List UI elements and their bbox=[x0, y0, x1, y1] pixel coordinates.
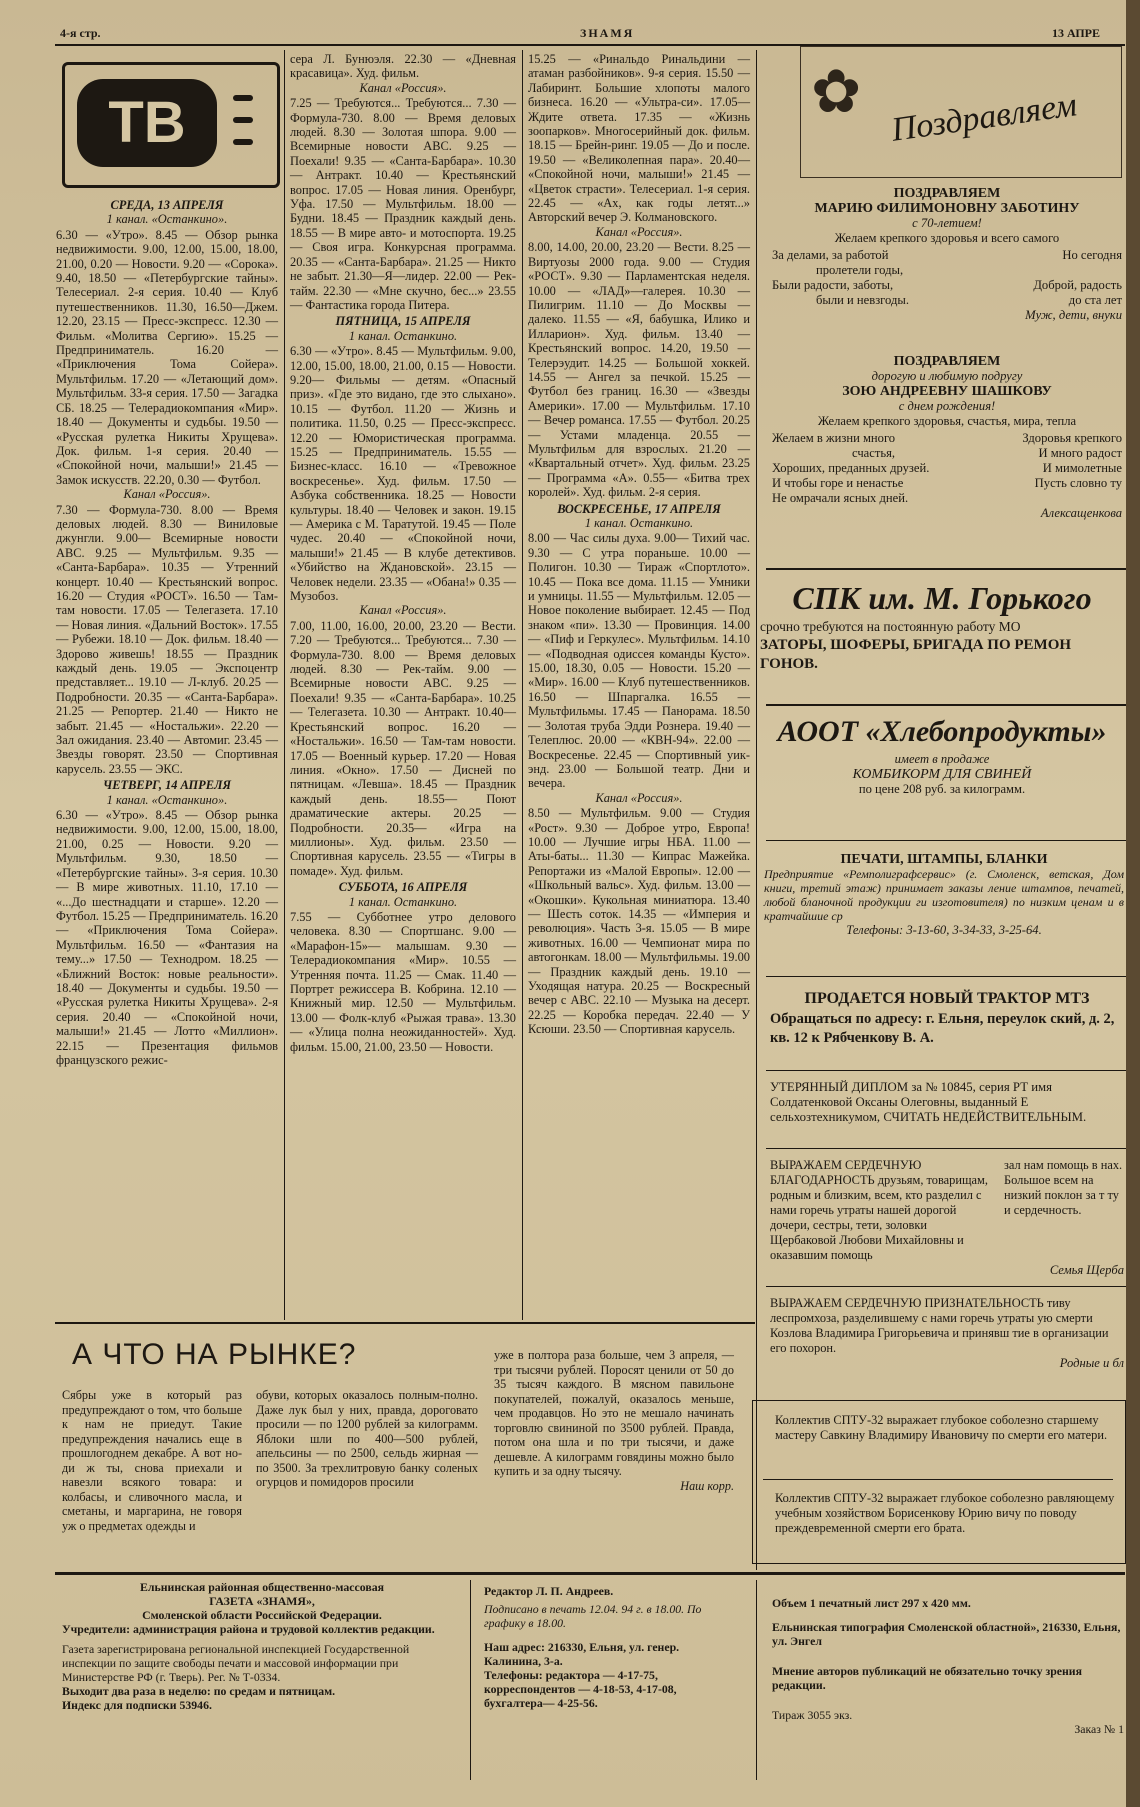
thanks1-right: зал нам помощь в нах. Большое всем на низкий поклон за т ту и сердечность. bbox=[1004, 1158, 1123, 1217]
greeting-block-2 bbox=[772, 354, 1122, 521]
verse-line: Не омрачали ясных дней. bbox=[772, 491, 909, 505]
tv-channel-heading: Канал «Россия». bbox=[595, 224, 683, 239]
market-column-1 bbox=[62, 1388, 242, 1533]
verse-line: до ста лет bbox=[1068, 293, 1122, 307]
verse-line bbox=[1012, 263, 1122, 278]
tv-program-listing: 7.25 — Требуются... Требуются... 7.30 — Формула-730. 8.00 — Время деловых людей. 8.30 — Золотая шпора. 9.00 — Всемирные новости ABC. 9.25 — Поехали! 9.35 — «Санта-Барбара». 10.30 — Антракт. 10.40 — Крестьянский вопрос. 17.05 — Новая линия. Оренбург, Уфа. 17.50 — Мультфильм. 18.00 — Будни. 18.45 — Праздник каждый день. 18.55 — В мире авто- и мотоспорта. 19.25 — Своя игра. Конкурсная программа. 20.35 — «Санта-Барбара». 21.25 — Никто не забыт. 21.30—Я—лидер. 22.00 — Рек-тайм. 22.30 — «Мне скучно, бес...» 23.55 — Фантастика города Питера. bbox=[290, 96, 516, 312]
tv-day-heading: ВОСКРЕСЕНЬЕ, 17 АПРЕЛЯ bbox=[557, 501, 721, 516]
column-rule bbox=[756, 1580, 757, 1780]
footer-line: Ельнинская районная общественно-массовая bbox=[140, 1580, 384, 1594]
verse-line: Желаем в жизни много bbox=[772, 431, 896, 445]
greeting-block-1 bbox=[772, 186, 1122, 323]
paper-name: ЗНАМЯ bbox=[580, 26, 635, 40]
page-spine-shadow bbox=[1126, 0, 1140, 1807]
stamps-phones: Телефоны: 3-13-60, 3-34-33, 3-25-64. bbox=[846, 923, 1042, 937]
footer-publisher bbox=[62, 1580, 462, 1712]
section-rule bbox=[55, 1322, 755, 1324]
tv-knob-icon bbox=[233, 95, 253, 101]
verse-line: Но сегодня bbox=[1062, 248, 1122, 262]
column-rule bbox=[522, 50, 523, 1320]
verse-line: Пусть словно ту bbox=[1034, 476, 1122, 490]
lost-text: УТЕРЯННЫЙ ДИПЛОМ за № 10845, серия РТ имя Солдатенковой Оксаны Олеговны, выданный Е сельхозтехникумом, СЧИТАТЬ НЕДЕЙСТВИТЕЛЬНЫМ. bbox=[770, 1080, 1087, 1124]
tv-channel-heading: 1 канал. Останкино. bbox=[348, 328, 458, 343]
tv-day-heading: ПЯТНИЦА, 15 АПРЕЛЯ bbox=[335, 314, 471, 329]
section-rule bbox=[766, 1070, 1126, 1071]
tv-channel-heading: 1 канал. Останкино. bbox=[348, 894, 458, 909]
greeting-banner-text: Поздравляем bbox=[889, 86, 1080, 149]
greeting-name: ЗОЮ АНДРЕЕВНУ ШАШКОВУ bbox=[842, 384, 1052, 399]
tv-program-listing: 8.00, 14.00, 20.00, 23.20 — Вести. 8.25 — Виртуозы 2000 года. 9.00 — Студия «РОСТ». 9.30 — Парламентская неделя. 10.00 — «ЛАД»—галерея. 10.30 — Пилигрим. 11.10 — До Москвы — далеко. 11.55 — «Я, бабушка, Илико и Илларион». Худ. фильм. 13.40 — Крестьянский вопрос. 14.20, 19.50 — Телерэудит. 14.25 — Большой хоккей. 14.55 — Ангел за печкой. 15.25 — Футбол без границ. 16.30 — «Звезды Америки». 17.00 — Мультфильм. 17.10 — Вечер романса. 17.55 — Футбол. 20.25 — Устами младенца. 20.55 — Мультфильм для взрослых. 21.20 — «Квартальный отчет». Худ. фильм. 23.25 — Программа «А». 0.55— «Битва трех королей». Худ. фильм. 2-я серия. bbox=[528, 240, 750, 500]
tv-program-listing: 7.00, 11.00, 16.00, 20.00, 23.20 — Вести. 7.20 — Требуются... Требуются... 7.30 — Формула-730. 8.00 — Время деловых людей. 8.30 — Рек-тайм. 9.00 — Всемирные новости ABC. 9.25 — Поехали! 9.35 — «Санта-Барбара». 10.25 — Телегазета. 10.30 — Антракт. 10.40— Крестьянский вопрос. 16.20 — «Ностальжи». 16.50 — Там-там новости. 17.05 — Военный курьер. 17.20 — Новая линия. «Окно». 17.50 — Дисней по пятницам. «Левша». 18.45 — Праздник каждый день. 18.55— Поют драматические актеры. 20.25 — Подробности. 20.35— «Игра на миллионы». Худ. фильм. 23.50 — Спортивная карусель. 23.55 — «Тигры в помаде». Худ. фильм. bbox=[290, 618, 516, 878]
thanks-notice-1 bbox=[770, 1158, 1124, 1278]
section-rule bbox=[766, 976, 1126, 977]
lost-diploma-notice bbox=[770, 1080, 1124, 1125]
condolence-text: Коллектив СПТУ-32 выражает глубокое соболезно равляющему учебным хозяйством Борисенкову Юрию вичу по поводу преждевременной смерти его брата. bbox=[775, 1491, 1115, 1535]
tv-channel-heading: Канал «Россия». bbox=[123, 487, 211, 502]
tv-program-listing: сера Л. Бунюэля. 22.30 — «Дневная красавица». Худ. фильм. bbox=[290, 52, 516, 81]
tv-program-listing: 15.25 — «Ринальдо Ринальдини — атаман разбойников». 9-я серия. 15.50 — Лабиринт. Большие хлопоты малого бизнеса. 16.20 — «Ультра-си». 17.05— Ждите ответа. 17.35 — «Жизнь зоопарков». Многосерийный док. фильм. 18.15 — Брейн-ринг. 19.05 — До и после. 19.50 — «Великолепная пара». 20.40— «Спокойной ночи, малыши!» 21.45 — «Цветок страсти». Телесериал. 1-я серия. 22.45 — «Ах, как годы летят...» Авторский вечер Э. Колмановского. bbox=[528, 52, 750, 225]
spk-line: ГОНОВ. bbox=[760, 656, 818, 672]
footer-editor bbox=[484, 1584, 714, 1710]
tv-program-listing: 7.30 — Формула-730. 8.00 — Время деловых людей. 8.30 — Виниловые джунгли. 9.00— Всемирные новости ABC. 9.25 — Мультфильм. 9.35 — «Санта-Барбара». 10.35 — Утренний концерт. 10.40 — Крестьянский вопрос. 16.20 — Студия «РОСТ». 16.50 — Там-там новости. 17.05 — Телегазета. 17.10 — Новая линия. «Дальний Восток». 17.55 — Рубежи. 18.10 — Док. фильм. 18.40 — Здорово живешь! 18.55 — Праздник каждый день. 19.05 — Экспоцентр представляет... 19.10 — Л-клуб. 20.25 — Подробности. 20.35 — «Санта-Барбара». 21.25 — Репортер. 21.40 — Никто не забыт. 21.45 — «Ностальжи». 22.20 — Зал ожидания. 23.40 — Автомиг. 23.45 — Звезды говорят. 23.50 — Спортивная карусель. 23.55 — ЭКС. bbox=[56, 502, 278, 776]
greeting-name: МАРИЮ ФИЛИМОНОВНУ ЗАБОТИНУ bbox=[814, 201, 1080, 216]
section-rule bbox=[766, 840, 1126, 841]
verse-line: И мимолетные bbox=[1042, 461, 1122, 475]
tv-channel-heading: Канал «Россия». bbox=[595, 790, 683, 805]
section-rule bbox=[763, 1479, 1113, 1480]
thanks1-signature: Семья Щерба bbox=[1049, 1263, 1124, 1277]
aoot-line: по цене 208 руб. за килограмм. bbox=[858, 782, 1026, 796]
page-number: 4-я стр. bbox=[60, 26, 101, 40]
market-text: обуви, которых оказалось полным-полно. Даже лук был у них, правда, дороговато просили — по 1200 рублей за килограмм. Яблоки шли по 400—500 рублей, апельсины — по 2500, сельдь жирная — по 3500. За трехлитровую банку соленых огурцов и помидоров просили bbox=[256, 1388, 478, 1489]
tractor-title: ПРОДАЕТСЯ НОВЫЙ ТРАКТОР МТЗ bbox=[804, 990, 1090, 1007]
market-title: А ЧТО НА РЫНКЕ? bbox=[72, 1338, 357, 1371]
tv-day-heading: СРЕДА, 13 АПРЕЛЯ bbox=[110, 198, 224, 212]
greeting-title: ПОЗДРАВЛЯЕМ bbox=[893, 354, 1001, 369]
footer-line: Тираж 3055 экз. bbox=[772, 1708, 853, 1722]
tv-channel-heading: Канал «Россия». bbox=[359, 80, 447, 95]
greeting-wish: Желаем крепкого здоровья и всего самого bbox=[834, 231, 1060, 245]
footer-rule bbox=[55, 1572, 1125, 1575]
footer-line: Выходит два раза в неделю: по средам и пятницам. bbox=[62, 1684, 336, 1698]
spk-title: СПК им. М. Горького bbox=[792, 580, 1092, 616]
tv-day-heading: ЧЕТВЕРГ, 14 АПРЕЛЯ bbox=[102, 778, 232, 793]
verse-line: Доброй, радость bbox=[1033, 278, 1122, 292]
tv-day-heading: СУББОТА, 16 АПРЕЛЯ bbox=[338, 880, 468, 895]
greeting-wish: Желаем крепкого здоровья, счастья, мира, тепла bbox=[817, 414, 1077, 428]
greeting-line: дорогую и любимую подругу bbox=[871, 369, 1023, 383]
tv-knob-icon bbox=[233, 139, 253, 145]
thanks2-signature: Родные и бл bbox=[1059, 1356, 1124, 1370]
verse-line: И много радост bbox=[1038, 446, 1122, 460]
section-rule bbox=[766, 568, 1126, 570]
greeting-occasion: с днем рождения! bbox=[898, 399, 996, 413]
section-rule bbox=[766, 1148, 1126, 1149]
thanks1-left: ВЫРАЖАЕМ СЕРДЕЧНУЮ БЛАГОДАРНОСТЬ друзьям, товарищам, родным и близким, всем, кто разделил с нами горечь утраты нашей дорогой дочери, сестры, тети, золовки Щербаковой Любови Михайловны и оказавшим помощь bbox=[770, 1158, 988, 1262]
spk-ad bbox=[760, 578, 1124, 674]
footer-line: Наш адрес: 216330, Ельня, ул. генер. Калинина, 3-а. bbox=[484, 1640, 680, 1668]
aoot-line: имеет в продаже bbox=[894, 752, 990, 766]
footer-line: Учредители: администрация района и трудовой коллектив редакции. bbox=[62, 1622, 435, 1636]
tractor-ad bbox=[770, 988, 1124, 1048]
stamps-text: Предприятие «Ремполиграфсервис» (г. Смоленск, ветская, Дом книги, третий этаж) принимает заказы ление штампов, печатей, любой бланочной продукции ги изготовителя) по низким ценам и в кратчайшие ср bbox=[764, 867, 1124, 923]
footer-line: Мнение авторов публикаций не обязательно точку зрения редакции. bbox=[772, 1664, 1082, 1692]
column-rule bbox=[756, 50, 757, 1570]
tv-program-listing: 6.30 — «Утро». 8.45 — Мультфильм. 9.00, 12.00, 15.00, 18.00, 21.00, 0.15 — Новости. 9.20— Фильмы — детям. «Опасный приз». «Где это видано, где это слыхано». 10.15 — Футбол. 11.20 — Жизнь и политика. 11.50, 0.25 — Пресс-экспресс. 12.20 — Юмористическая программа. 15.25 — Предприниматель. 15.55 — Бизнес-класс. 16.10 — «Тревожное воскресенье». Худ. фильм. 17.50 — Азбука собственника. 18.25 — Новости культуры. 18.40 — Человек и закон. 19.15 — Америка с М. Таратутой. 19.45 — Поле чудес. 20.40 — «Спокойной ночи, малыши!» 21.45 — В клубе детективов. «Убийство на Ждановской». 23.15 — Человек недели. 23.35 — «Обана!» 0.35 — Музобоз. bbox=[290, 344, 516, 604]
flower-icon: ✿ bbox=[811, 59, 862, 125]
tv-channel-heading: Канал «Россия». bbox=[359, 603, 447, 618]
condolences-box bbox=[752, 1400, 1126, 1564]
footer-line: Редактор Л. П. Андреев. bbox=[484, 1584, 614, 1598]
verse-line: счастья, bbox=[852, 446, 896, 460]
greeting-banner bbox=[800, 46, 1122, 178]
tv-program-listing: 7.55 — Субботнее утро делового человека. 8.30 — Спортшанс. 9.00 — «Марафон-15»— малышам. 9.30 — Телерадиокомпания «Мир». 10.55 — Утренняя почта. 11.25 — Смак. 11.40 — Портрет режиссера В. Кобрина. 12.10 — Книжный мир. 12.50 — Мультфильм. 13.00 — Фолк-клуб «Рыжая трава». 13.30 — «Улица полна неожиданностей». Худ. фильм. 15.00, 21.00, 23.50 — Новости. bbox=[290, 909, 516, 1054]
footer-line: Смоленской области Российской Федерации. bbox=[142, 1608, 382, 1622]
greeting-title: ПОЗДРАВЛЯЕМ bbox=[893, 186, 1001, 201]
condolence-text: Коллектив СПТУ-32 выражает глубокое соболезно старшему мастеру Савкину Владимиру Ивановичу по смерти его матери. bbox=[775, 1413, 1108, 1442]
thanks-notice-2 bbox=[770, 1296, 1124, 1371]
tv-channel-heading: 1 канал. «Останкино». bbox=[106, 212, 228, 227]
tv-logo bbox=[62, 62, 280, 188]
stamps-ad bbox=[764, 852, 1124, 938]
tv-program-listing: 6.30 — «Утро». 8.45 — Обзор рынка недвижимости. 9.00, 12.00, 15.00, 18.00, 21.00, 0.20 — Новости. 9.20 — «Сорока». 9.40, 18.50 — «Петербургские тайны». Телесериал. 2-я серия. 10.40 — Клуб путешественников. 11.30, 16.50—Джем. 12.20, 23.15 — Пресс-экспресс. 12.30 — Фильм. «Молитва Сергию». 15.25 — Предприниматель. 16.20 — «Приключения Тома Сойера». Мультфильм. 17.20 — «Летающий дом». Мультфильм. 33-я серия. 17.50 — Загадка СБ. 18.25 — Телерадиокомпания «Мир». 18.40 — Документы и судьбы. 19.50 — «Русская рулетка Никиты Хрущева». Док. фильм. 1-я серия. 20.40 — «Спокойной ночи, малыши!» 21.45 — Замок искусств. 22.20, 0.30 — Футбол. bbox=[56, 227, 278, 487]
footer-line: Объем 1 печатный лист 297 х 420 мм. bbox=[772, 1596, 971, 1610]
aoot-ad bbox=[760, 712, 1124, 797]
footer-print bbox=[772, 1596, 1124, 1736]
column-rule bbox=[284, 50, 285, 1320]
footer-line: Газета зарегистрирована региональной инспекцией Государственной инспекции по защите свободы печати и массовой информации при Министерстве РФ (г. Тверь). Рег. № Т-0334. bbox=[62, 1642, 410, 1684]
greeting-signature: Алексащенкова bbox=[1040, 506, 1122, 520]
verse-line: пролетели годы, bbox=[816, 263, 904, 277]
verse-line: И чтобы горе и ненастье bbox=[772, 476, 904, 490]
tv-knob-icon bbox=[233, 117, 253, 123]
thanks2-text: ВЫРАЖАЕМ СЕРДЕЧНУЮ ПРИЗНАТЕЛЬНОСТЬ тиву леспромхоза, разделившему с нами горечь утраты ую смерти Козлова Владимира Григорьевича и принявш тие в организации его похорон. bbox=[770, 1296, 1109, 1355]
footer-line: Телефоны: редактора — 4-17-75, корреспондентов — 4-18-53, 4-17-08, бухгалтера— 4-25-56. bbox=[484, 1668, 677, 1710]
greeting-occasion: с 70-летием! bbox=[912, 216, 982, 230]
verse-line: Хороших, преданных друзей. bbox=[772, 461, 930, 475]
condolence-2 bbox=[775, 1491, 1115, 1536]
aoot-line: КОМБИКОРМ ДЛЯ СВИНЕЙ bbox=[852, 767, 1032, 782]
verse-line: были и невзгоды. bbox=[816, 293, 909, 307]
verse-line: За делами, за работой bbox=[772, 248, 889, 262]
aoot-title: АООТ «Хлебопродукты» bbox=[777, 715, 1107, 748]
tv-channel-heading: 1 канал. «Останкино». bbox=[106, 792, 228, 807]
tv-column-3 bbox=[528, 52, 750, 1318]
tv-program-listing: 8.50 — Мультфильм. 9.00 — Студия «Рост». 9.30 — Доброе утро, Европа! 10.00 — Лучшие игры НБА. 11.00 — Аты-баты... 11.30 — Кипрас Мажейка. Репортажи из «Малой Европы». 12.00 — «Школьный вальс». Худ. фильм. 13.00 — «Окошки». Кукольная миниатюра. 13.40 — Шесть соток. 14.35 — «Империя и революция». Часть 3-я. 15.05 — В мире животных. 16.00 — Чемпионат мира по автогонкам. 18.00 — Мультфильмы. 19.00 — Праздник каждый день. 19.10 — Уходящая натура. 20.25 — Воскресный вечер с ABC. 22.10 — Музыка на десерт. 22.25 — Коробка передач. 22.40 — У Ксюши. 23.50 — Спортивная карусель. bbox=[528, 806, 750, 1037]
market-text: Сябры уже в который раз предупреждают о том, что больше к нам не приедут. Такие предупреждения начались еще в прошлогоднем декабре. А вот но-ди ж ты, снова приехали и навезли всякого товара: и колбасы, и сливочного масла, и сметаны, и маргарина, не говоря уж о предметах одежды и bbox=[62, 1388, 242, 1533]
spk-line: срочно требуются на постоянную работу МО bbox=[760, 619, 1021, 634]
market-signature: Наш корр. bbox=[680, 1478, 734, 1493]
section-rule bbox=[766, 1286, 1126, 1287]
condolence-1 bbox=[775, 1413, 1115, 1443]
section-rule bbox=[766, 704, 1126, 706]
column-rule bbox=[470, 1580, 471, 1780]
verse-line: Были радости, заботы, bbox=[772, 278, 894, 292]
page-header bbox=[60, 26, 1120, 44]
footer-line: Подписано в печать 12.04. 94 г. в 18.00. По графику в 18.00. bbox=[484, 1602, 702, 1630]
stamps-title: ПЕЧАТИ, ШТАМПЫ, БЛАНКИ bbox=[840, 852, 1048, 867]
market-column-3 bbox=[494, 1348, 734, 1493]
greeting-signature: Муж, дети, внуки bbox=[1025, 308, 1122, 322]
tractor-text: Обращаться по адресу: г. Ельня, переулок ский, д. 2, кв. 12 к Рябченкову В. А. bbox=[770, 1011, 1115, 1046]
footer-line: ГАЗЕТА «ЗНАМЯ», bbox=[209, 1594, 315, 1608]
tv-logo-screen: ТВ bbox=[77, 79, 217, 167]
footer-line: Заказ № 1 bbox=[1074, 1722, 1124, 1736]
verse-line: Здоровья крепкого bbox=[1022, 431, 1122, 445]
tv-column-2 bbox=[290, 52, 516, 1318]
tv-column-1 bbox=[56, 196, 278, 1316]
footer-line: Индекс для подписки 53946. bbox=[62, 1698, 212, 1712]
tv-program-listing: 6.30 — «Утро». 8.45 — Обзор рынка недвижимости. 9.00, 12.00, 15.00, 18.00, 21.00, 0.25 — Новости. 9.20 — Мультфильм. 9.30, 18.50 — «Петербургские тайны». 3-я серия. 10.30 — В мире животных. 11.10, 17.10 — «...До шестнадцати и старше». 12.20 — Футбол. 15.25 — Предприниматель. 16.20 — «Приключения Тома Сойера». Мультфильм. 16.50 — «Фантазия на тему...» 17.50 — Технодром. 18.25 — «Ближний Восток: новые реальности». 18.40 — Документы и судьбы. 19.50 — «Русская рулетка Никиты Хрущева». 2-я серия. 20.40 — «Спокойной ночи, малыши!» 21.45 — Лотто «Миллион». 22.15 — Презентация фильмов французского режис- bbox=[56, 808, 278, 1067]
market-text: уже в полтора раза больше, чем 3 апреля, — три тысячи рублей. Поросят ценили от 50 до 35 тысяч каждого. В мясном павильоне покупателей, пожалуй, оказалось меньше, чем продавцов. Но это не мешало начинать торговлю свининой по 3500 рублей. Правда, потом она шла и по три тысячи, и даже дешевле. А килограмм говядины можно было купить и за одну тысячу. bbox=[494, 1348, 734, 1478]
spk-line: ЗАТОРЫ, ШОФЕРЫ, БРИГАДА ПО РЕМОН bbox=[760, 637, 1072, 653]
footer-line: Ельнинская типография Смоленской областной», 216330, Ельня, ул. Энгел bbox=[772, 1620, 1121, 1648]
issue-date: 13 АПРЕ bbox=[1051, 26, 1100, 40]
market-column-2 bbox=[256, 1388, 478, 1490]
tv-channel-heading: 1 канал. Останкино. bbox=[584, 516, 694, 530]
tv-program-listing: 8.00 — Час силы духа. 9.00— Тихий час. 9.30 — С утра пораньше. 10.00 — Полигон. 10.30 — Тираж «Спортлото». 10.45 — Пока все дома. 11.15 — Умники и умницы. 11.55 — Мультфильм. 12.05 — Новое поколение выбирает. 12.45 — Под знаком «пи». 13.30 — Провинция. 14.00 — «Пиф и Геркулес». Мультфильм. 14.10 — «Подводная одиссея команды Кусто». 15.00, 18.30, 0.05 — Новости. 15.20 — «Мир». 16.00 — Клуб путешественников. 16.50 — Шпаргалка. 16.55 — Мультфильмы. 17.45 — Панорама. 18.50 — Золотая труба Эдди Рознера. 19.40 — Телеплюс. 20.00 — «КВН-94». 22.00 — Воскресенье. 22.45 — Спортивный уик-энд. 23.00 — Большой театр. Дни и вечера. bbox=[528, 531, 750, 791]
